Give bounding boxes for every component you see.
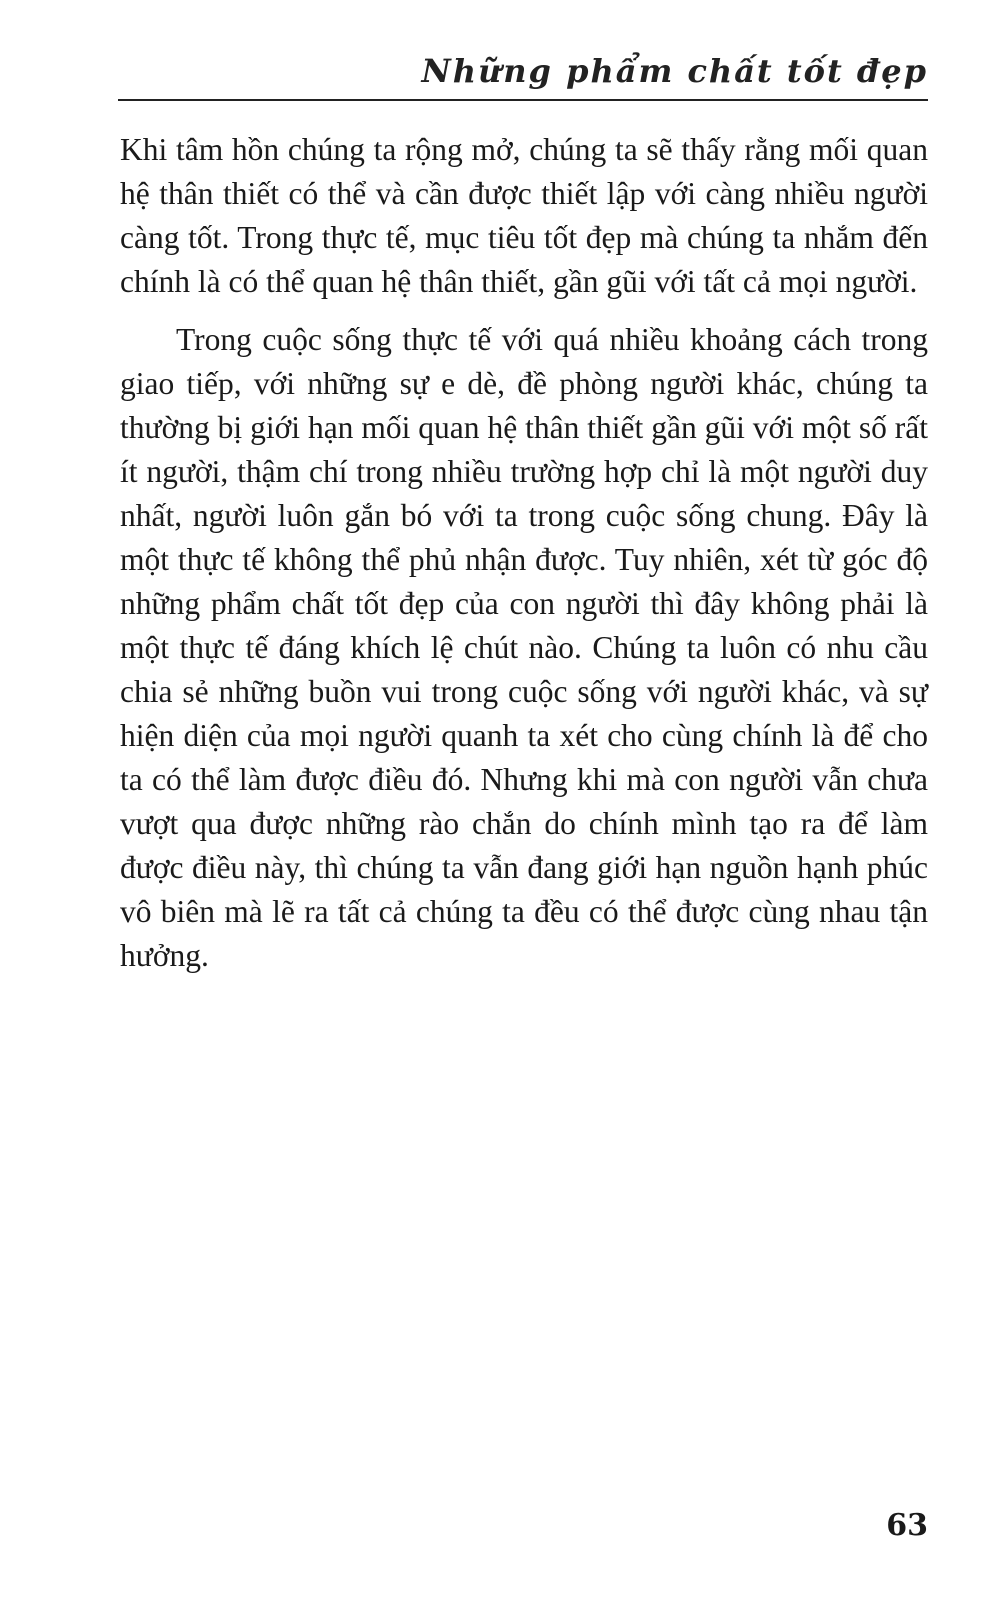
paragraph-1: Khi tâm hồn chúng ta rộng mở, chúng ta sẽ thấy rằng mối quan hệ thân thiết có thể và cần được thiết lập với càng nhiều người càng tốt. Trong thực tế, mục tiêu tốt đẹp mà chúng ta nhắm đến chính là có thể quan hệ thân thiết, gần gũi với tất cả mọi người.	[120, 132, 928, 299]
paragraph-2: Trong cuộc sống thực tế với quá nhiều khoảng cách trong giao tiếp, với những sự e dè, đề phòng người khác, chúng ta thường bị giới hạn mối quan hệ thân thiết gần gũi với một số rất ít người, thậm chí trong nhiều trường hợp chỉ là một người duy nhất, người luôn gắn bó với ta trong cuộc sống chung. Đây là một thực tế không thể phủ nhận được. Tuy nhiên, xét từ góc độ những phẩm chất tốt đẹp của con người thì đây không phải là một thực tế đáng khích lệ chút nào. Chúng ta luôn có nhu cầu chia sẻ những buồn vui trong cuộc sống với người khác, và sự hiện diện của mọi người quanh ta xét cho cùng chính là để cho ta có thể làm được điều đó. Nhưng khi mà con người vẫn chưa vượt qua được những rào chắn do chính mình tạo ra để làm được điều này, thì chúng ta vẫn đang giới hạn nguồn hạnh phúc vô biên mà lẽ ra tất cả chúng ta đều có thể được cùng nhau tận hưởng.	[120, 322, 928, 973]
page-number: 63	[886, 1508, 928, 1543]
page-header	[118, 52, 928, 102]
header-rule	[118, 99, 928, 101]
running-title: Những phẩm chất tốt đẹp	[421, 52, 928, 90]
body-text	[120, 128, 928, 978]
